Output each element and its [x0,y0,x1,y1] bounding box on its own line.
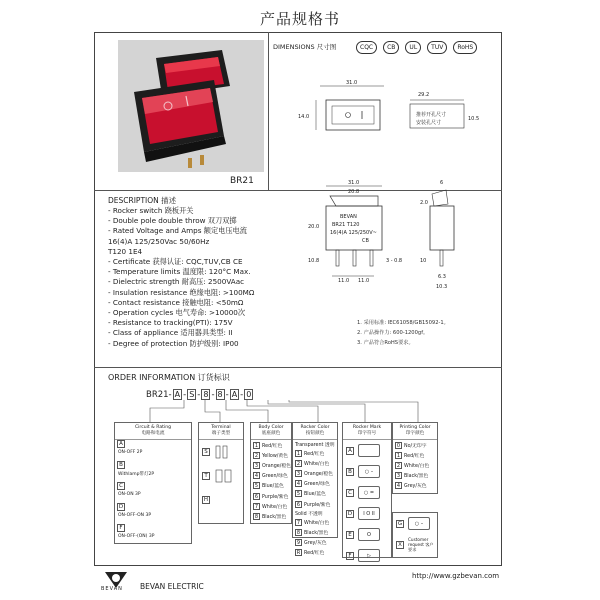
body-color-option: 4 Green/绿色 [254,473,288,480]
circuit-option: D ON-OFF-ON 3P [118,504,152,518]
terminal-option: S [199,440,243,464]
rocker-color-option: 2 White/白色 [296,460,330,467]
circuit-head-en: Circuit & Rating [134,425,172,430]
rocker-color-option: 7 White/白色 [296,519,330,526]
rocker-color-option: 3 Orange/橙色 [296,470,333,477]
side-view [420,180,454,290]
code-circuit: A [174,390,181,399]
note-item: 1. 采用标准: IEC61058/GB15092-1。 [357,320,449,326]
desc-item: - Rated Voltage and Amps 额定电压电流 [108,226,247,236]
circuit-option: A ON-OFF 2P [118,441,143,455]
rocker-color-option: 6 Purple/紫色 [296,501,331,508]
ul-logo: UL [405,41,421,54]
body-color-option: 7 White/白色 [254,503,288,510]
label-line-1: BEVAN [340,214,357,220]
printing-color-head-en: Printing Color [399,425,431,430]
rocker-color-option: R Red/红色 [296,550,325,557]
body-color-option: 3 Orange/橙色 [254,462,291,469]
brand-name: BEVAN ELECTRIC [140,582,204,591]
body-color-head-en: Body Color [258,425,284,430]
rocker-color-option: 1 Red/红色 [296,450,325,457]
terminal-table [198,422,244,524]
cutout-height-label: 10.5 [468,116,480,122]
order-prefix: BR21- [146,389,172,400]
body-color-option: 2 Yellow/黄色 [254,452,288,459]
photo-caption: BR21 [230,176,254,186]
desc-item: - Temperature limits 温度限: 120°C Max. [108,267,251,277]
circuit-option: C ON-ON 3P [118,483,141,497]
desc-item: - Operation cycles 电气寿命: >10000次 [108,308,246,318]
printing-color-option: 3 Black/黑色 [396,473,429,480]
note-item: 2. 产品操作力: 600-1200gf。 [357,330,429,336]
section-divider-order [94,367,502,368]
cutout-view [410,92,479,128]
dimensions-label: DIMENSIONS 尺寸图 [273,43,337,51]
pin-width-label: 3 - 0.8 [386,258,403,264]
printing-color-option: 1 Red/红色 [396,452,425,459]
rocker-color-head-cn: 按钮颜色 [305,431,325,436]
rocker-mark-option: C ○ = [343,482,391,503]
body-color-option: 1 Red/红色 [254,442,283,449]
printing-color-head-cn: 印字颜色 [405,431,425,436]
code-printing-color: 0 [246,390,252,399]
desc-item: T120 1E4 [108,246,143,256]
cutout-note-2: 安装孔尺寸 [416,120,442,126]
body-color-option: 5 Blue/蓝色 [254,483,284,490]
side-width-label: 6.3 [438,274,446,280]
rocker-color-head-en: Rocker Color [300,425,330,430]
description-list [108,206,348,349]
desc-item: - Dielectric strength 耐高压: 2500VAac [108,277,245,287]
printing-color-option: 0 No/无印字 [396,442,427,449]
top-view [298,80,384,130]
desc-item: - Insulation resistance 绝缘电阻: >100MΩ [108,287,255,297]
body-color-option: 8 Black/黑色 [254,513,287,520]
rocker-mark-option: F ▷ [343,545,391,566]
cqc-logo: CQC [356,41,377,54]
rocker-mark-option: E O [343,524,391,545]
cb-logo: CB [383,41,399,54]
terminal-option: H [203,497,209,503]
desc-item: - Certificate 获得认证: CQC,TUV,CB CE [108,257,243,267]
desc-item: - Class of appliance 适用器具类型: II [108,328,233,338]
rocker-mark-head-cn: 印字符号 [357,431,377,436]
order-code: BR21- A - S - 8 - 8 - A - 0 [146,389,252,400]
circuit-option: F ON-OFF-(ON) 3P [118,525,155,539]
circuit-head-cn: 电路和电流 [141,431,165,436]
page-title: 产品规格书 [259,10,340,28]
cutout-note-1: 推荐开孔尺寸 [416,112,447,118]
tuv-logo: TUV [427,41,447,54]
label-line-4: CB [362,238,369,244]
code-rocker-color: 8 [217,390,223,399]
website-link[interactable]: http://www.gzbevan.com [412,572,500,580]
rocker-color-sub2: Solid 不透明 [295,511,323,517]
pin-spacing-1-label: 11.0 [338,278,350,284]
desc-item: - Contact resistance 接触电阻: <50mΩ [108,297,244,307]
top-height-label: 14.0 [298,114,310,120]
desc-item: - Rocker switch 跷板开关 [108,206,194,215]
certification-logos [356,40,477,54]
rocker-color-option: 9 Grey/灰色 [296,540,327,547]
rocker-color-option: 5 Blue/蓝色 [296,491,326,498]
top-width-label: 31.0 [346,80,358,86]
rocker-color-sub: Transparent 透明 [295,442,335,448]
rocker-color-option: 8 Black/黑色 [296,529,329,536]
code-body-color: 8 [203,390,209,399]
code-rocker-mark: A [231,390,238,399]
pin-spacing-2-label: 11.0 [358,278,370,284]
body-color-option: 6 Purple/紫色 [254,493,289,500]
front-inner-label: 20.8 [348,189,360,195]
body-color-head-cn: 底座颜色 [261,431,281,436]
desc-item: - Double pole double throw 双刀双掷 [108,216,237,226]
rohs-logo: RoHS [453,41,477,54]
rocker-mark-extra [392,512,438,558]
printing-color-option: 2 White/白色 [396,462,430,469]
photo-divider [268,32,269,190]
side-top-label: 6 [440,180,444,186]
terminal-head-en: Terminal [211,425,231,430]
side-height-label: 2.0 [420,200,428,206]
order-title: ORDER INFORMATION 订货标识 [108,373,230,382]
label-line-3: 16(4)A 125/250V~ [330,230,377,236]
printing-color-table [392,422,438,494]
desc-item: - Resistance to tracking(PTI): 175V [108,318,233,328]
side-bottom-label: 10.3 [436,284,448,290]
rocker-mark-head-en: Rocker Mark [352,425,382,430]
circuit-option: B Withlamp带灯2P [118,462,155,477]
printing-color-option: 4 Grey/灰色 [396,483,427,490]
body-height-label: 20.0 [308,224,320,230]
order-connectors [100,398,500,424]
rocker-mark-option: X Customer request 客户要求 [393,534,437,555]
pin-length-label: 10.8 [308,258,320,264]
rocker-mark-table [342,422,392,558]
rocker-mark-option: B ○ – [343,461,391,482]
notes-list [357,318,449,348]
bevan-logo-icon [101,568,131,598]
rocker-color-table [292,422,338,557]
code-terminal: S [189,390,195,399]
rocker-mark-option: D I O II [343,503,391,524]
rocker-mark-option: G ○ – [393,513,437,534]
front-width-label: 31.0 [348,180,360,186]
desc-item: 16(4)A 125/250Vac 50/60Hz [108,236,210,246]
desc-item: - Degree of protection 防护级别: IP00 [108,338,239,348]
logo-text: BEVAN [101,586,123,592]
note-item: 3. 产品符合RoHS要求。 [357,340,414,346]
circuit-table [114,422,192,544]
terminal-option: T [199,464,243,488]
rocker-mark-option: A [343,440,391,461]
rocker-color-option: 4 Green/绿色 [296,481,330,488]
cutout-width-label: 29.2 [418,92,430,98]
label-line-2: BR21 T120 [332,222,360,228]
description-title: DESCRIPTION 描述 [108,196,177,205]
terminal-head-cn: 端子类型 [211,431,231,436]
product-photo [118,40,264,172]
side-mid-label: 10 [420,258,427,264]
body-color-table [250,422,292,524]
